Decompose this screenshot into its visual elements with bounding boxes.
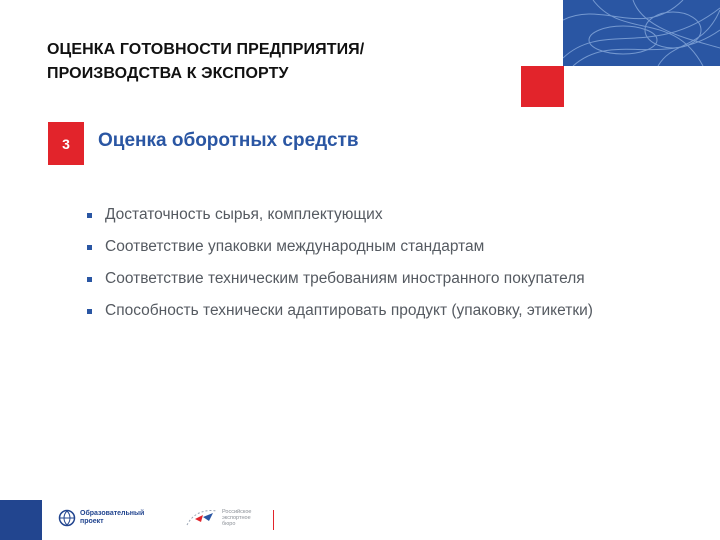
export-bureau-mark-icon	[185, 507, 219, 529]
logo2-text: Российское экспортное бюро	[222, 509, 252, 527]
footer-divider	[273, 510, 274, 530]
footer-blue-block	[0, 500, 42, 540]
globe-icon	[58, 509, 76, 527]
section-number: 3	[62, 135, 70, 152]
bullet-item	[87, 199, 593, 231]
bullet-text: Соответствие техническим требованиям иностранного покупателя	[105, 270, 585, 287]
logo1-text: Образовательный проект	[80, 510, 145, 525]
bullet-square-icon	[87, 277, 92, 282]
bullet-item	[87, 295, 593, 327]
bullet-item	[87, 263, 593, 295]
bullet-item	[87, 231, 593, 263]
export-bureau-logo	[185, 505, 267, 531]
decorative-red-block	[521, 66, 564, 107]
educational-project-logo	[58, 506, 163, 530]
bullet-list	[87, 199, 593, 327]
bullet-square-icon	[87, 309, 92, 314]
decorative-blue-block	[563, 0, 720, 66]
bullet-square-icon	[87, 213, 92, 218]
bullet-text: Достаточность сырья, комплектующих	[105, 206, 383, 223]
decorative-lines-graphic	[563, 0, 720, 66]
section-heading: Оценка оборотных средств	[98, 130, 359, 151]
slide-title: ОЦЕНКА ГОТОВНОСТИ ПРЕДПРИЯТИЯ/ ПРОИЗВОДСТВА К ЭКСПОРТУ	[47, 41, 365, 82]
section-number-badge	[48, 122, 84, 165]
bullet-square-icon	[87, 245, 92, 250]
bullet-text: Способность технически адаптировать продукт (упаковку, этикетки)	[105, 302, 593, 319]
bullet-text: Соответствие упаковки международным стандартам	[105, 238, 485, 255]
